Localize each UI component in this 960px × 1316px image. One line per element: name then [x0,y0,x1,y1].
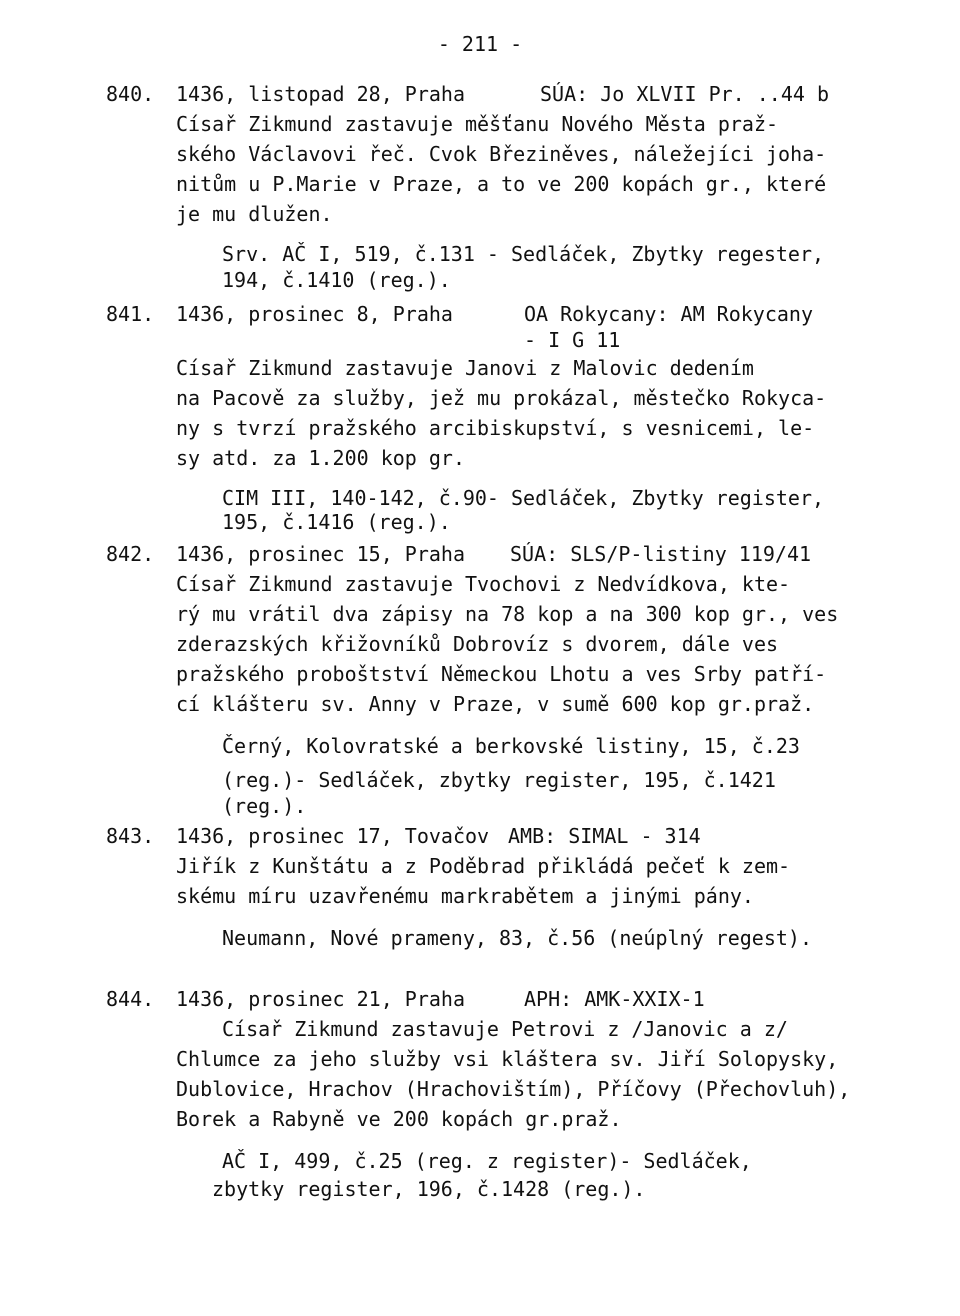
source-citation: 195, č.1416 (reg.). [222,510,451,534]
regest-line: skému míru uzavřenému markrabětem a jinými pány. [176,884,754,908]
page-number: - 211 - [437,32,523,56]
archive-reference: AMB: SIMAL - 314 [508,824,701,848]
entry-number: 841. [106,302,155,326]
archive-reference: - I G 11 [524,328,621,352]
regest-line: rý mu vrátil dva zápisy na 78 kop a na 300 kop gr., ves [176,602,839,626]
archive-reference: OA Rokycany: AM Rokycany [524,302,813,326]
source-citation: (reg.). [222,794,307,818]
regest-line: Dublovice, Hrachov (Hrachovištím), Příčovy (Přechovluh), [176,1077,851,1101]
entry-number: 843. [106,824,155,848]
entry-heading: 1436, prosinec 8, Praha [176,302,453,326]
regest-line: Císař Zikmund zastavuje Petrovi z /Janovic a z/ [222,1017,788,1041]
regest-line: ny s tvrzí pražského arcibiskupství, s vesnicemi, le- [176,416,815,440]
entry-heading: 1436, prosinec 17, Tovačov [176,824,490,848]
regest-line: Borek a Rabyně ve 200 kopách gr.praž. [176,1107,622,1131]
entry-number: 842. [106,542,155,566]
entry-number: 844. [106,987,155,1011]
regest-line: nitům u P.Marie v Praze, a to ve 200 kopách gr., které [176,172,827,196]
source-citation: AČ I, 499, č.25 (reg. z register)- Sedláček, [222,1149,752,1173]
regest-line: je mu dlužen. [176,202,333,226]
source-citation: zbytky register, 196, č.1428 (reg.). [212,1177,646,1201]
source-citation: CIM III, 140-142, č.90- Sedláček, Zbytky register, [222,486,825,510]
source-citation: Černý, Kolovratské a berkovské listiny, 15, č.23 [222,734,800,758]
source-citation: (reg.)- Sedláček, zbytky register, 195, č.1421 [222,768,776,792]
entry-number: 840. [106,82,155,106]
regest-line: Císař Zikmund zastavuje Tvochovi z Nedvídkova, kte- [176,572,791,596]
entry-heading: 1436, prosinec 21, Praha [176,987,465,1011]
regest-line: ského Václavovi řeč. Cvok Březiněves, náležejíci joha- [176,142,827,166]
regest-line: Jiřík z Kunštátu a z Poděbrad přikládá pečeť k zem- [176,854,791,878]
regest-line: cí klášteru sv. Anny v Praze, v sumě 600 kop gr.praž. [176,692,815,716]
regest-line: pražského proboštství Německou Lhotu a ves Srby patří- [176,662,827,686]
regest-line: zderazských křižovníků Dobrovíz s dvorem, dále ves [176,632,779,656]
regest-line: Chlumce za jeho služby vsi kláštera sv. Jiří Solopysky, [176,1047,839,1071]
entry-heading: 1436, listopad 28, Praha [176,82,465,106]
regest-line: Císař Zikmund zastavuje Janovi z Malovic dedením [176,356,754,380]
regest-line: na Pacově za služby, jež mu prokázal, městečko Rokyca- [176,386,827,410]
entry-heading: 1436, prosinec 15, Praha [176,542,465,566]
source-citation: 194, č.1410 (reg.). [222,268,451,292]
regest-line: Císař Zikmund zastavuje měšťanu Nového Města praž- [176,112,779,136]
archive-reference: SÚA: Jo XLVII Pr. ..44 b [540,82,829,106]
archive-reference: APH: AMK-XXIX-1 [524,987,705,1011]
source-citation: Neumann, Nové prameny, 83, č.56 (neúplný regest). [222,926,813,950]
archive-reference: SÚA: SLS/P-listiny 119/41 [510,542,812,566]
regest-line: sy atd. za 1.200 kop gr. [176,446,465,470]
source-citation: Srv. AČ I, 519, č.131 - Sedláček, Zbytky regester, [222,242,825,266]
